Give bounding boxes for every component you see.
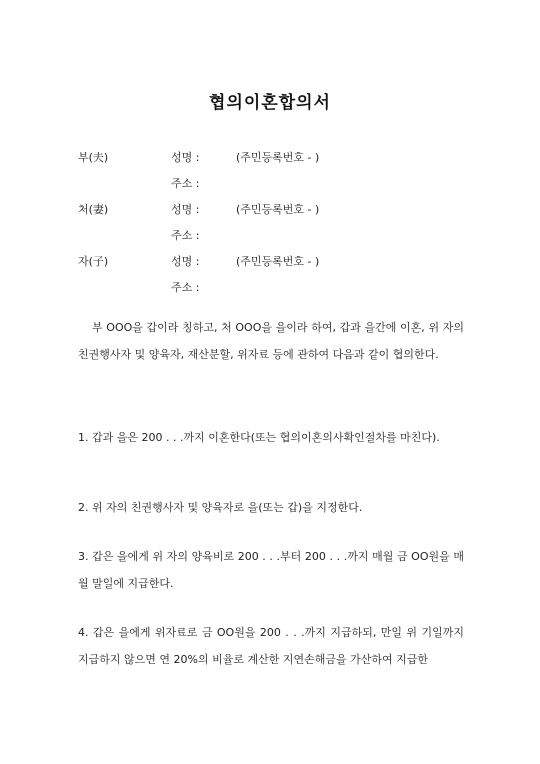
document-title: 협의이혼합의서: [209, 93, 331, 113]
party-child-address-label: 주소 :: [171, 281, 200, 294]
party-husband-address-label: 주소 :: [171, 177, 200, 190]
party-child-name-label: 성명 :: [171, 255, 200, 268]
party-child-role: 자(子): [78, 255, 109, 268]
party-wife-role: 처(妻): [78, 203, 109, 216]
clause-2: 2. 위 자의 친권행사자 및 양육자로 을(또는 갑)을 지정한다.: [78, 501, 363, 514]
party-wife-name-label: 성명 :: [171, 203, 200, 216]
party-husband-name-label: 성명 :: [171, 151, 200, 164]
party-wife-address-label: 주소 :: [171, 229, 200, 242]
party-wife-id-label: (주민등록번호 - ): [236, 203, 320, 216]
party-husband-role: 부(夫): [78, 151, 109, 164]
clause-1: 1. 갑과 을은 200 . . .까지 이혼한다(또는 협의이혼의사확인절차를 마친다).: [78, 431, 440, 444]
party-husband-id-label: (주민등록번호 - ): [236, 151, 320, 164]
intro-paragraph: 부 OOO을 갑이라 칭하고, 처 OOO을 을이라 하여, 갑과 을간에 이혼, 위 자의 친권행사자 및 양육자, 재산분할, 위자료 등에 관하여 다음과 같이 협의한다.: [78, 321, 464, 361]
clause-3: 3. 갑은 을에게 위 자의 양육비로 200 . . .부터 200 . . .까지 매월 금 OO원을 매월 말일에 지급한다.: [78, 550, 464, 590]
party-child-id-label: (주민등록번호 - ): [236, 255, 320, 268]
clause-4: 4. 갑은 을에게 위자료로 금 OO원을 200 . . .까지 지급하되, 만일 위 기일까지 지급하지 않으면 연 20%의 비율로 계산한 지연손해금을 가산하여 지급한: [78, 626, 464, 666]
